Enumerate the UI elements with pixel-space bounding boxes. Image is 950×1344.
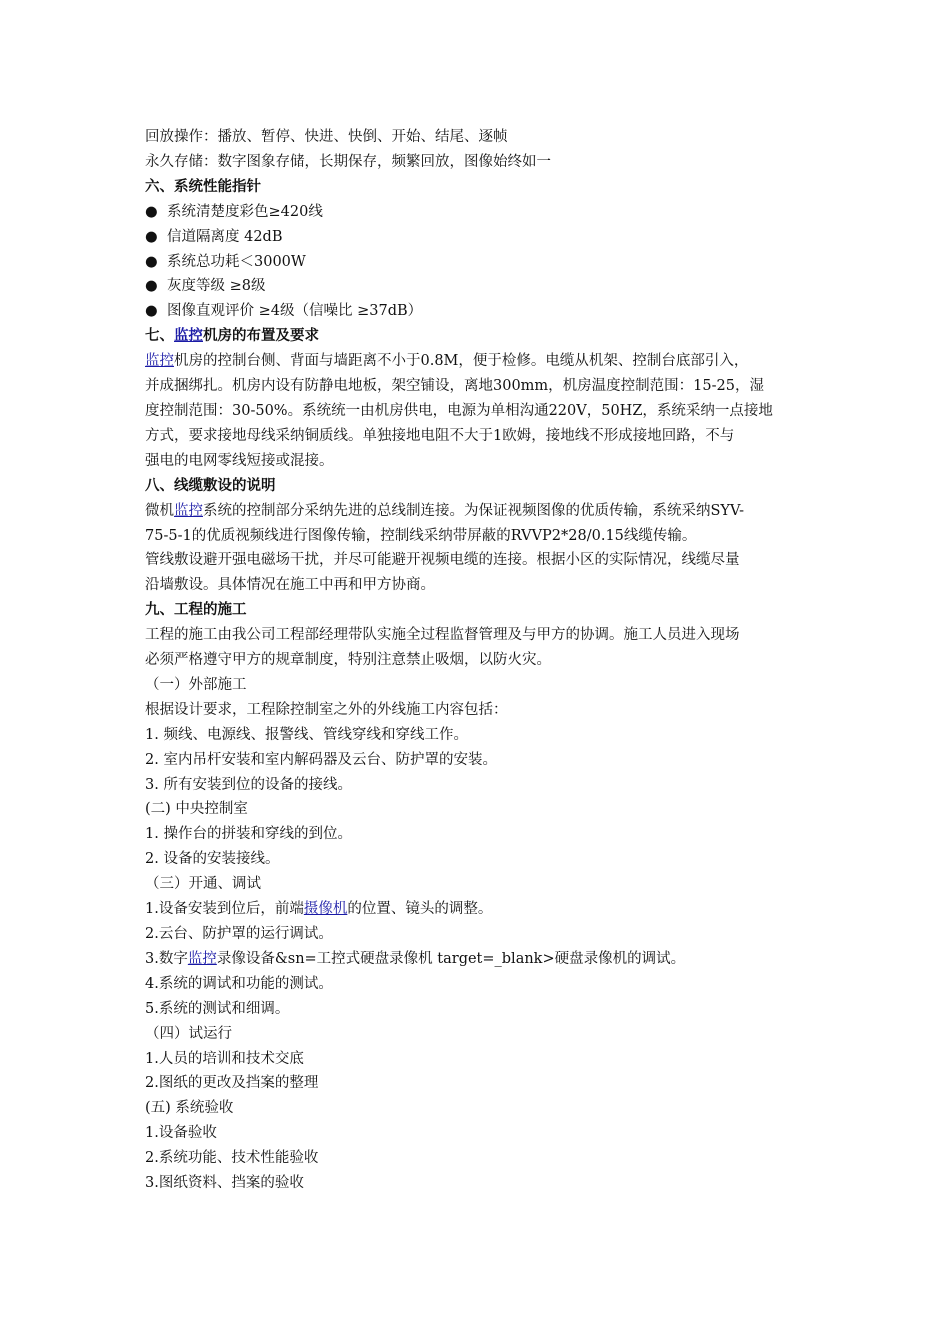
list-item: 4.系统的调试和功能的测试。 <box>145 975 333 992</box>
spec-item: ● 系统清楚度彩色≥420线 <box>145 200 810 225</box>
subsection-title: （一）外部施工 <box>145 676 247 693</box>
spec-item: ● 灰度等级 ≥8级 <box>145 274 810 299</box>
bullet-icon: ● <box>145 303 158 320</box>
list-item: 2. 设备的安装接线。 <box>145 851 280 868</box>
list-item: 3. 所有安装到位的设备的接线。 <box>145 776 352 793</box>
paragraph-line: 根据设计要求，工程除控制室之外的外线施工内容包括： <box>145 701 508 718</box>
list-item: 5.系统的测试和细调。 <box>145 1000 290 1017</box>
paragraph-line: 沿墙敷设。具体情况在施工中再和甲方协商。 <box>145 577 435 594</box>
monitoring-link[interactable]: 监控 <box>145 353 174 370</box>
camera-link[interactable]: 摄像机 <box>303 901 348 918</box>
list-item: 1.设备安装到位后，前端摄像机的位置、镜头的调整。 <box>145 901 493 918</box>
storage-line: 永久存储：数字图象存储，长期保存，频繁回放，图像始终如一 <box>145 153 551 170</box>
paragraph-line: 方式，要求接地母线采纳铜质线。单独接地电阻不大于1欧姆，接地线不形成接地回路，不与 <box>145 427 735 444</box>
paragraph-line: 度控制范围：30-50%。系统统一由机房供电，电源为单相沟通220V，50HZ，系统采纳一点接地 <box>145 402 773 419</box>
monitoring-link[interactable]: 监控 <box>174 502 203 519</box>
paragraph-line: 监控机房的控制台侧、背面与墙距离不小于0.8M，便于检修。电缆从机架、控制台底部引入， <box>145 353 749 370</box>
paragraph-line: 强电的电网零线短接或混接。 <box>145 452 334 469</box>
subsection-title: (二) 中央控制室 <box>145 801 248 818</box>
subsection-title: (五) 系统验收 <box>145 1100 234 1117</box>
spec-item: ● 系统总功耗＜3000W <box>145 250 810 275</box>
bullet-icon: ● <box>145 253 158 270</box>
subsection-title: （三）开通、调试 <box>145 876 261 893</box>
paragraph-line: 管线敷设避开强电磁场干扰，并尽可能避开视频电缆的连接。根据小区的实际情况，线缆尽量 <box>145 552 740 569</box>
list-item: 3.图纸资料、挡案的验收 <box>145 1175 304 1192</box>
list-item: 1. 频线、电源线、报警线、管线穿线和穿线工作。 <box>145 726 468 743</box>
document-body <box>145 125 810 1196</box>
list-item: 2. 室内吊杆安装和室内解码器及云台、防护罩的安装。 <box>145 751 497 768</box>
bullet-icon: ● <box>145 203 158 220</box>
list-item: 3.数字监控录像设备&sn=工控式硬盘录像机 target=_blank>硬盘录像机的调试。 <box>145 950 686 967</box>
paragraph-line: 75-5-1的优质视频线进行图像传输，控制线采纳带屏蔽的RVVP2*28/0.15线缆传输。 <box>145 527 697 544</box>
paragraph-line: 并成捆绑扎。机房内设有防静电地板，架空铺设，离地300mm，机房温度控制范围：15-25，湿 <box>145 378 764 395</box>
section-6-heading: 六、系统性能指针 <box>145 178 261 195</box>
paragraph-line: 工程的施工由我公司工程部经理带队实施全过程监督管理及与甲方的协调。施工人员进入现场 <box>145 627 740 644</box>
section-9-heading: 九、工程的施工 <box>145 602 247 619</box>
subsection-title: （四）试运行 <box>145 1025 232 1042</box>
list-item: 2.系统功能、技术性能验收 <box>145 1150 319 1167</box>
paragraph-line: 微机监控系统的控制部分采纳先进的总线制连接。为保证视频图像的优质传输，系统采纳SYV- <box>145 502 745 519</box>
bullet-icon: ● <box>145 278 158 295</box>
monitoring-link[interactable]: 监控 <box>187 950 217 967</box>
monitoring-link[interactable]: 监控 <box>174 328 203 345</box>
list-item: 1.设备验收 <box>145 1125 217 1142</box>
spec-item: ● 信道隔离度 42dB <box>145 225 810 250</box>
list-item: 2.图纸的更改及挡案的整理 <box>145 1075 319 1092</box>
list-item: 1. 操作台的拼装和穿线的到位。 <box>145 826 352 843</box>
list-item: 2.云台、防护罩的运行调试。 <box>145 926 333 942</box>
paragraph-line: 必须严格遵守甲方的规章制度，特别注意禁止吸烟，以防火灾。 <box>145 652 551 669</box>
playback-line: 回放操作：播放、暂停、快进、快倒、开始、结尾、逐帧 <box>145 129 508 145</box>
section-8-heading: 八、线缆敷设的说明 <box>145 477 276 494</box>
bullet-icon: ● <box>145 228 158 245</box>
list-item: 1.人员的培训和技术交底 <box>145 1050 304 1067</box>
section-7-heading: 七、监控机房的布置及要求 <box>145 328 319 345</box>
spec-item: ● 图像直观评价 ≥4级（信噪比 ≥37dB） <box>145 299 810 324</box>
